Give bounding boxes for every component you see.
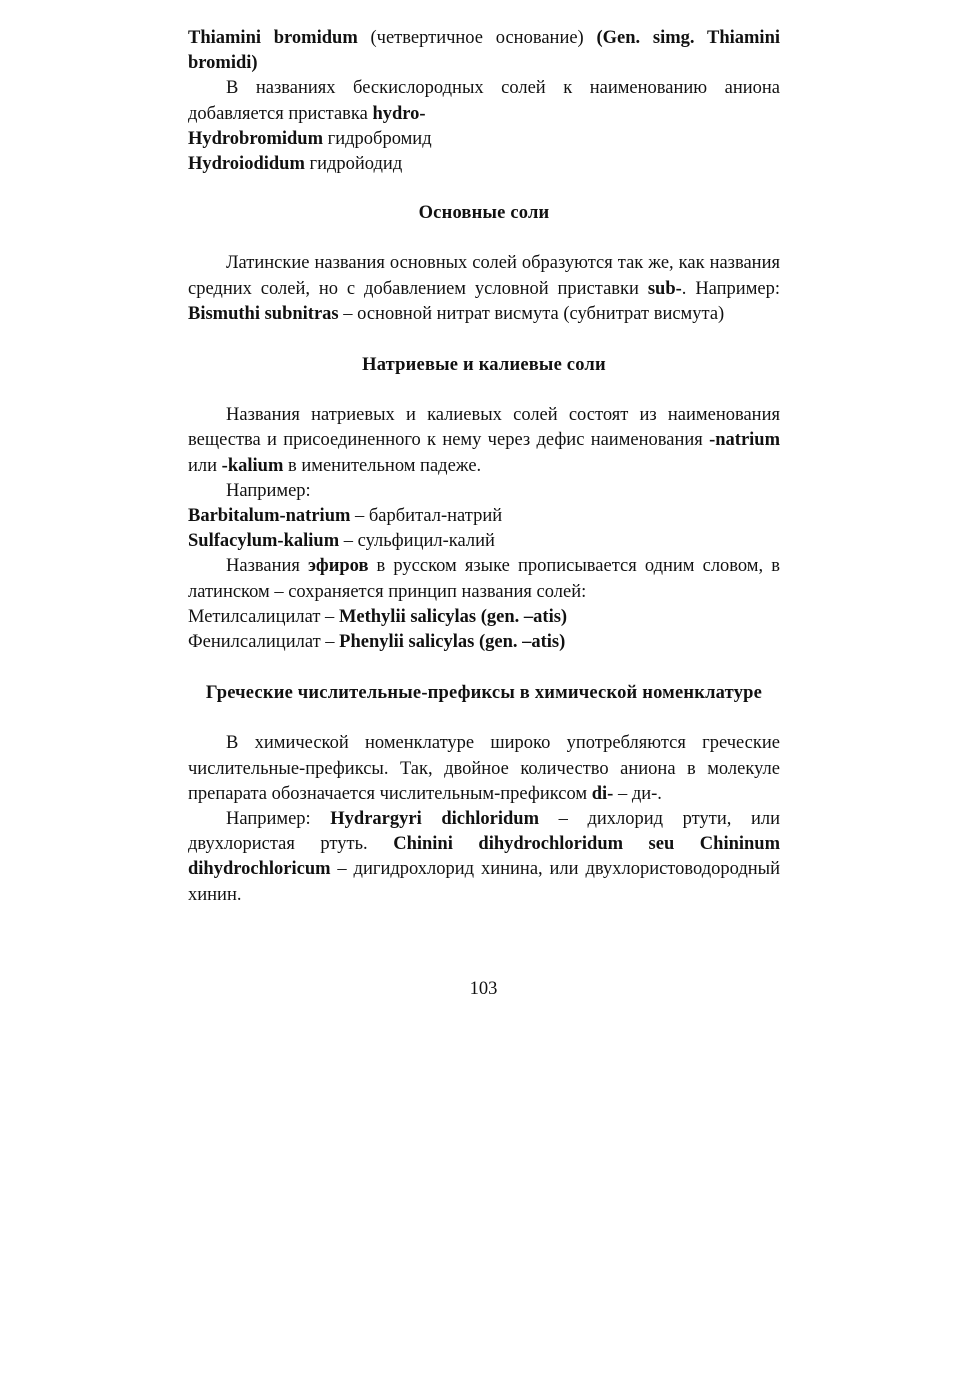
spacer	[188, 378, 780, 403]
example-barbitalum	[188, 504, 780, 529]
greek-ex-text-1: Например:	[226, 809, 331, 830]
section-heading-sodium-potassium: Натриевые и калиевые соли	[362, 355, 606, 376]
greek-prefixes-paragraph	[188, 731, 780, 807]
ester-example-phenyl	[188, 630, 780, 655]
example-term: Hydroiodidum	[188, 154, 305, 175]
basic-salts-example-rest: – основной нитрат висмута (субнитрат висмута)	[338, 303, 725, 324]
esters-text-1: Названия	[226, 556, 309, 577]
sub-prefix: sub-	[647, 278, 682, 299]
example-term: Hydrargyri dichloridum	[330, 809, 540, 830]
example-hydrobromidum	[188, 127, 780, 152]
page-content	[188, 26, 780, 908]
thiamini-note: (четвертичное основание)	[357, 28, 597, 48]
example-term: Bismuthi subnitras	[188, 303, 339, 324]
spacer	[188, 706, 780, 731]
example-translation: – сульфицил-калий	[339, 531, 495, 552]
or-text: или	[188, 455, 222, 476]
natrium-suffix: -natrium	[709, 430, 780, 451]
greek-text-2: – ди-.	[613, 783, 662, 804]
kalium-suffix: -kalium	[221, 455, 284, 476]
ester-russian: Фенилсалицилат –	[188, 632, 340, 653]
example-term: Sulfacylum-kalium	[188, 531, 340, 552]
basic-salts-text-2: . Например:	[681, 278, 781, 299]
greek-ex-text-2: – дихлорид ртути, или двухлористая ртуть.	[188, 809, 780, 855]
greek-text-1: В химической номенклатуре широко употребляются греческие числительные-префиксы. Так, двойное количество аниона в молекуле препарата обозначается числительным-префиксом	[188, 733, 780, 804]
page-number: 103	[469, 979, 498, 999]
example-translation: – барбитал-натрий	[350, 506, 503, 527]
term-thiamini-bromidum: Thiamini bromidum	[188, 28, 358, 48]
esters-text-2: в русском языке прописывается одним словом, в латинском – сохраняется принцип названия солей:	[188, 556, 780, 602]
example-term: Hydrobromidum	[188, 128, 324, 149]
di-prefix: di-	[591, 783, 614, 804]
basic-salts-paragraph	[188, 251, 780, 327]
example-term: Barbitalum-natrium	[188, 506, 351, 527]
sodium-text-2: в именительном падеже.	[283, 455, 482, 476]
sodium-text-1: Названия натриевых и калиевых солей состоят из наименования вещества и присоединенного к нему через дефис наименования	[188, 405, 780, 451]
esters-word: эфиров	[308, 556, 369, 577]
basic-salts-text-1: Латинские названия основных солей образуются так же, как названия средних солей, но с добавлением условной приставки	[188, 253, 780, 299]
section-heading-basic-salts: Основные соли	[418, 203, 550, 224]
example-translation: гидробромид	[323, 128, 432, 149]
for-example-label: Например:	[226, 480, 311, 501]
section-heading-greek-prefixes: Греческие числительные-префиксы в химической номенклатуре	[205, 683, 763, 704]
example-term: Chinini dihydrochloridum seu Chininum dihydrochloricum	[188, 834, 780, 880]
hydro-paragraph	[188, 76, 780, 126]
spacer	[188, 177, 780, 201]
ester-latin: Phenylii salicylas (gen. –atis)	[339, 632, 566, 653]
example-translation: гидройодид	[304, 154, 403, 175]
example-hydroiodidum	[188, 152, 780, 177]
intro-thiamini	[188, 26, 780, 76]
spacer	[188, 327, 780, 353]
greek-ex-text-3: – дигидрохлорид хинина, или двухлористоводородный хинин.	[188, 859, 780, 905]
hydro-text: В названиях бескислородных солей к наименованию аниона добавляется приставка	[188, 78, 780, 124]
ester-latin: Methylii salicylas (gen. –atis)	[338, 606, 568, 627]
spacer	[188, 226, 780, 251]
spacer	[188, 655, 780, 681]
esters-paragraph	[188, 554, 780, 604]
example-sulfacylum	[188, 529, 780, 554]
sodium-potassium-paragraph	[188, 403, 780, 479]
ester-russian: Метилсалицилат –	[188, 606, 339, 627]
greek-example-paragraph	[188, 807, 780, 908]
thiamini-genitive: (Gen. simg. Thiamini bromidi)	[188, 28, 780, 74]
ester-example-methyl	[188, 605, 780, 630]
hydro-prefix: hydro-	[372, 103, 426, 124]
